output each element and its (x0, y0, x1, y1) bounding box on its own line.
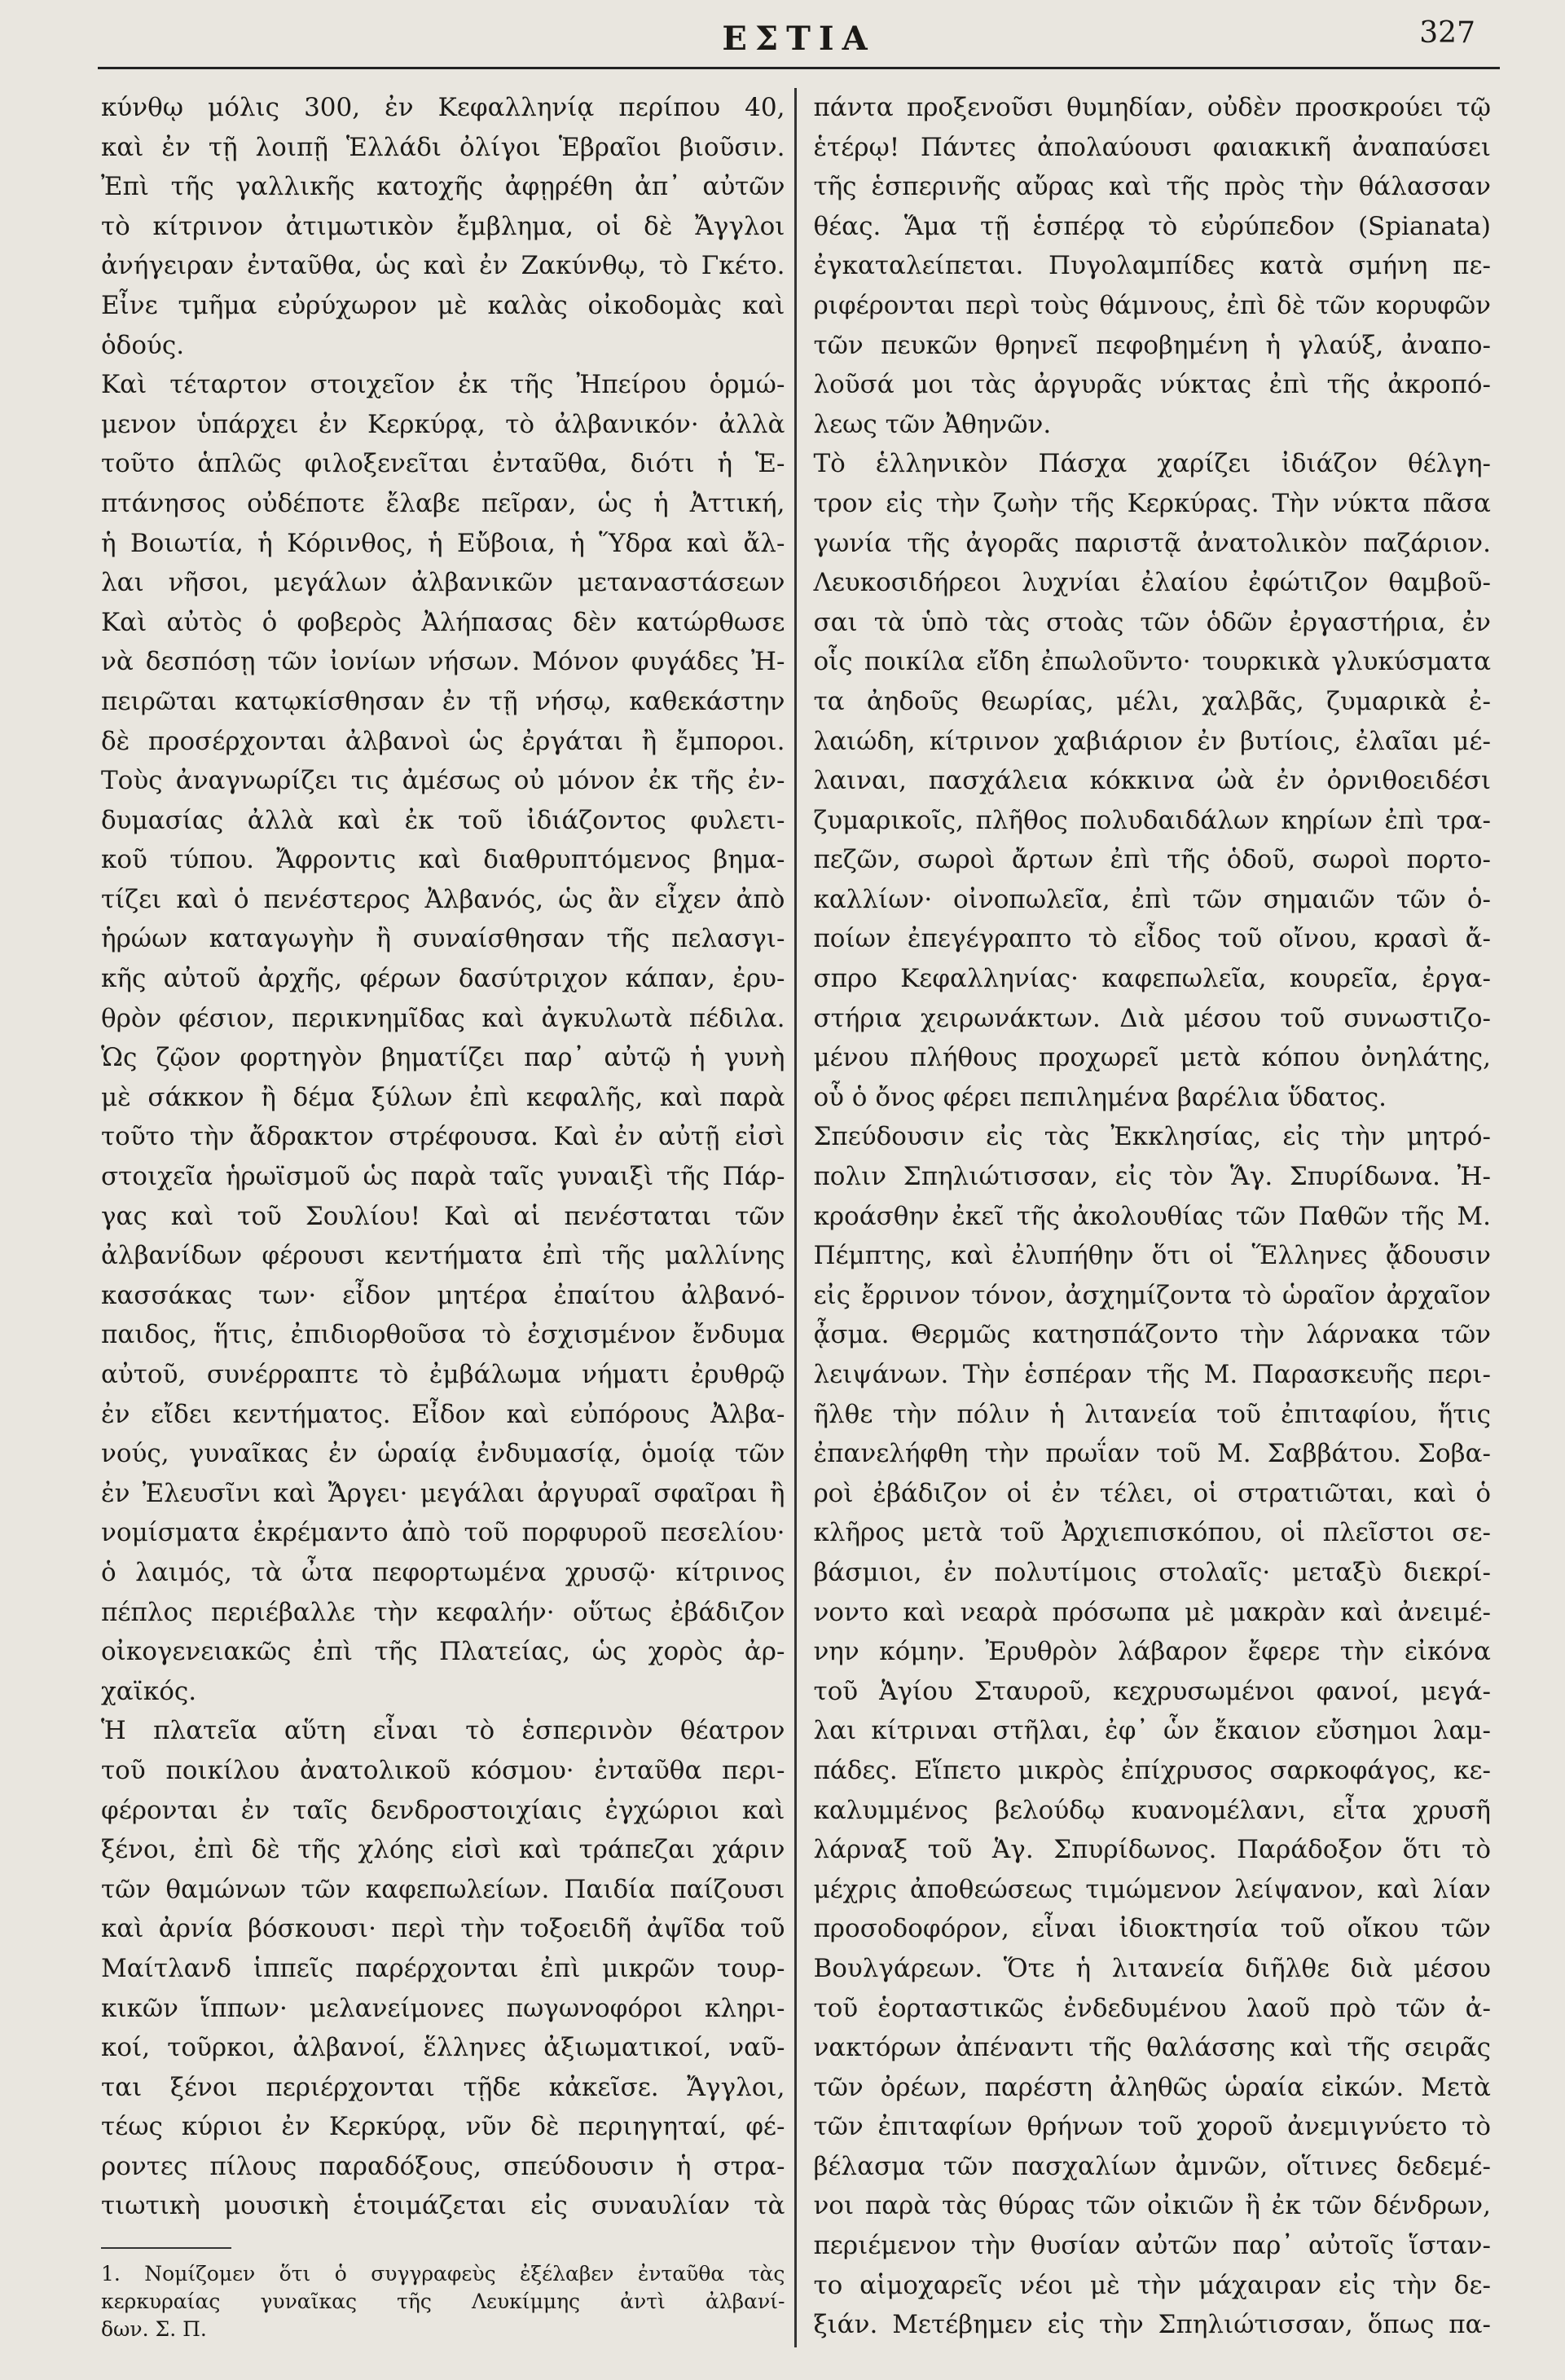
text-line: περιέμενον τὴν θυσίαν αὐτῶν παρ᾽ αὐτοῖς ἵσταν- (813, 2231, 1491, 2261)
text-line: Καὶ τέταρτον στοιχεῖον ἐκ τῆς Ἠπείρου ὁρμώ- (101, 370, 785, 400)
text-line: μὲ σάκκον ἢ δέμα ξύλων ἐπὶ κεφαλῆς, καὶ παρὰ (101, 1082, 785, 1112)
text-line: μένου πλήθους προχωρεῖ μετὰ κόπου ὀνηλάτης, (813, 1043, 1491, 1073)
text-line: καὶ ἀρνία βόσκουσι· περὶ τὴν τοξοειδῆ ἀψῖδα τοῦ (101, 1914, 785, 1944)
text-line: ροντες πίλους παραδόξους, σπεύδουσιν ἡ στρα- (101, 2151, 785, 2181)
text-line: ριφέρονται περὶ τοὺς θάμνους, ἐπὶ δὲ τῶν κορυφῶν (813, 290, 1491, 320)
text-line: κοί, τοῦρκοι, ἀλβανοί, ἕλληνες ἀξιωματικοί, ναῦ- (101, 2033, 785, 2063)
text-line: κύνθῳ μόλις 300, ἐν Κεφαλληνίᾳ περίπου 40, (101, 93, 785, 122)
text-line: Τὸ ἑλληνικὸν Πάσχα χαρίζει ἰδιάζον θέλγη- (813, 449, 1491, 479)
footnote-rule (101, 2247, 231, 2249)
text-line: ξιάν. Μετέβημεν εἰς τὴν Σπηλιώτισσαν, ὅπως πα- (813, 2310, 1491, 2340)
text-line: τὸ κίτρινον ἀτιμωτικὸν ἔμβλημα, οἱ δὲ Ἄγγλοι (101, 211, 785, 241)
text-line: ἐγκαταλείπεται. Πυγολαμπίδες κατὰ σμήνη πε- (813, 251, 1491, 281)
text-line: πέπλος περιέβαλλε τὴν κεφαλήν· οὕτως ἐβάδιζον (101, 1597, 785, 1627)
text-line: τῶν θαμώνων τῶν καφεπωλείων. Παιδία παίζουσι (101, 1874, 785, 1904)
text-line: λεως τῶν Ἀθηνῶν. (813, 409, 1052, 439)
text-line: λαι νῆσοι, μεγάλων ἀλβανικῶν μεταναστάσεων (101, 568, 785, 598)
text-line: τῆς ἑσπερινῆς αὔρας καὶ τῆς πρὸς τὴν θάλασσαν (813, 172, 1491, 202)
right-column (797, 88, 1496, 2347)
text-line: οὗ ὁ ὄνος φέρει πεπιλημένα βαρέλια ὕδατος. (813, 1082, 1387, 1112)
text-line: Πέμπτης, καὶ ἐλυπήθην ὅτι οἱ Ἕλληνες ᾄδουσιν (813, 1241, 1491, 1271)
text-line: νομίσματα ἐκρέμαντο ἀπὸ τοῦ πορφυροῦ πεσελίου· (101, 1518, 785, 1548)
text-line: τέως κύριοι ἐν Κερκύρᾳ, νῦν δὲ περιηγηταί, φέ- (101, 2112, 785, 2142)
text-line: πτάνησος οὐδέποτε ἔλαβε πεῖραν, ὡς ἡ Ἀττική, (101, 488, 785, 518)
text-line: ἐπανελήφθη τὴν πρωΐαν τοῦ Μ. Σαββάτου. Σοβα- (813, 1439, 1491, 1469)
text-line: χαϊκός. (101, 1676, 197, 1706)
running-head (98, 8, 1500, 57)
text-line: οἰκογενειακῶς ἐπὶ τῆς Πλατείας, ὡς χορὸς ἀρ- (101, 1637, 785, 1667)
text-line: ᾆσμα. Θερμῶς κατησπάζοντο τὴν λάρνακα τῶν (813, 1320, 1491, 1350)
text-line: βέλασμα τῶν πασχαλίων ἀμνῶν, οἵτινες δεδεμέ- (813, 2151, 1491, 2181)
text-line: Εἶνε τμῆμα εὐρύχωρον μὲ καλὰς οἰκοδομὰς καὶ (101, 290, 785, 320)
text-line: Μαίτλανδ ἱππεῖς παρέρχονται ἐπὶ μικρῶν τουρ- (101, 1953, 785, 1983)
page-number: 327 (1419, 16, 1475, 50)
text-line: Βουλγάρεων. Ὅτε ἡ λιτανεία διῆλθε διὰ μέσου (813, 1953, 1491, 1983)
text-line: δὲ προσέρχονται ἀλβανοὶ ὡς ἐργάται ἢ ἔμποροι. (101, 726, 785, 756)
text-line: Ἐπὶ τῆς γαλλικῆς κατοχῆς ἀφῃρέθη ἀπ᾽ αὐτῶν (101, 172, 785, 202)
text-line: σαι τὰ ὑπὸ τὰς στοὰς τῶν ὁδῶν ἐργαστήρια, ἐν (813, 607, 1491, 637)
left-column (96, 88, 794, 2347)
text-line: καλλίων· οἰνοπωλεῖα, ἐπὶ τῶν σημαιῶν τῶν ὁ- (813, 884, 1491, 914)
text-line: ξένοι, ἐπὶ δὲ τῆς χλόης εἰσὶ καὶ τράπεζαι χάριν (101, 1835, 785, 1865)
text-line: Λευκοσιδήρεοι λυχνίαι ἐλαίου ἐφώτιζον θαμβοῦ- (813, 568, 1491, 598)
text-line: τῶν πευκῶν θρηνεῖ πεφοβημένη ἡ γλαύξ, ἀναπο- (813, 330, 1491, 360)
header-rule (98, 67, 1500, 69)
text-line: λαιναι, πασχάλεια κόκκινα ὠὰ ἐν ὀρνιθοειδέσι (813, 766, 1491, 796)
text-line: στοιχεῖα ἡρωϊσμοῦ ὡς παρὰ ταῖς γυναιξὶ τῆς Πάρ- (101, 1162, 785, 1192)
text-line: λαι κίτριναι στῆλαι, ἐφ᾽ ὧν ἔκαιον εὔσημοι λαμ- (813, 1716, 1491, 1746)
text-line: μέχρις ἀποθεώσεως τιμώμενον λείψανον, καὶ λίαν (813, 1874, 1491, 1904)
text-line: πεζῶν, σωροὶ ἄρτων ἐπὶ τῆς ὁδοῦ, σωροὶ πορτο- (813, 845, 1491, 875)
text-line: γωνία τῆς ἀγορᾶς παριστᾷ ἀνατολικὸν παζάριον. (813, 528, 1491, 558)
text-line: καὶ ἐν τῇ λοιπῇ Ἑλλάδι ὀλίγοι Ἑβραῖοι βιοῦσιν. (101, 132, 785, 162)
text-line: προσοδοφόρον, εἶναι ἰδιοκτησία τοῦ οἴκου τῶν (813, 1914, 1491, 1944)
footnote (101, 2260, 785, 2343)
text-line: αὐτοῦ, συνέρραπτε τὸ ἐμβάλωμα νήματι ἐρυθρῷ (101, 1360, 785, 1389)
text-line: κῆς αὐτοῦ ἀρχῆς, φέρων δασύτριχον κάπαν, ἐρυ- (101, 964, 785, 994)
text-line: θέας. Ἅμα τῇ ἑσπέρᾳ τὸ εὐρύπεδον (Spianata) (813, 211, 1491, 241)
text-line: τῶν ὀρέων, παρέστη ἀληθῶς ὡραία εἰκών. Μετὰ (813, 2072, 1491, 2102)
text-line: ἡρώων καταγωγὴν ἢ συναίσθησαν τῆς πελασγι- (101, 924, 785, 954)
text-line: ζυμαρικοῖς, πλῆθος πολυδαιδάλων κηρίων ἐπὶ τρα- (813, 805, 1491, 835)
text-line: τοῦ ποικίλου ἀνατολικοῦ κόσμου· ἐνταῦθα περι- (101, 1755, 785, 1785)
footnote-line: 1. Νομίζομεν ὅτι ὁ συγγραφεὺς ἐξέλαβεν ἐνταῦθα τὰς (101, 2262, 785, 2286)
text-line: τῶν ἐπιταφίων θρήνων τοῦ χοροῦ ἀνεμιγνύετο τὸ (813, 2112, 1491, 2142)
text-line: στήρια χειρωνάκτων. Διὰ μέσου τοῦ συνωστιζο- (813, 1003, 1491, 1033)
text-line: νην κόμην. Ἐρυθρὸν λάβαρον ἔφερε τὴν εἰκόνα (813, 1637, 1491, 1667)
text-line: πολιν Σπηλιώτισσαν, εἰς τὸν Ἅγ. Σπυρίδωνα. Ἠ- (813, 1162, 1491, 1192)
text-line: τιωτικὴ μουσικὴ ἑτοιμάζεται εἰς συναυλίαν τὰ (101, 2191, 785, 2221)
text-line: ται ξένοι περιέρχονται τῇδε κἀκεῖσε. Ἄγγλοι, (101, 2072, 785, 2102)
text-line: νακτόρων ἀπέναντι τῆς θαλάσσης καὶ τῆς σειρᾶς (813, 2033, 1491, 2063)
text-line: νοντο καὶ νεαρὰ πρόσωπα μὲ μακρὰν καὶ ἀνειμέ- (813, 1597, 1491, 1627)
text-line: λάρναξ τοῦ Ἁγ. Σπυρίδωνος. Παράδοξον ὅτι τὸ (813, 1835, 1491, 1865)
text-line: τα ἀηδοῦς θεωρίας, μέλι, χαλβᾶς, ζυμαρικὰ ἐ- (813, 686, 1491, 716)
text-line: φέρονται ἐν ταῖς δενδροστοιχίαις ἐγχώριοι καὶ (101, 1795, 785, 1825)
text-line: σπρο Κεφαλληνίας· καφεπωλεῖα, κουρεῖα, ἐργα- (813, 964, 1491, 994)
journal-title: ΕΣΤΙΑ (722, 20, 876, 58)
text-line: ἀλβανίδων φέρουσι κεντήματα ἐπὶ τῆς μαλλίνης (101, 1241, 785, 1271)
text-line: Καὶ αὐτὸς ὁ φοβερὸς Ἀλήπασας δὲν κατώρθωσε (101, 607, 785, 637)
text-line: ῆλθε τὴν πόλιν ἡ λιτανεία τοῦ ἐπιταφίου, ἥτις (813, 1399, 1491, 1429)
two-column-body (96, 88, 1496, 2347)
text-line: ἑτέρῳ! Πάντες ἀπολαύουσι φαιακικῆ ἀναπαύσει (813, 132, 1491, 162)
text-line: Τοὺς ἀναγνωρίζει τις ἀμέσως οὐ μόνον ἐκ τῆς ἐν- (101, 766, 785, 796)
text-line: πάντα προξενοῦσι θυμηδίαν, οὐδὲν προσκρούει τῷ (813, 93, 1491, 122)
text-line: οἷς ποικίλα εἴδη ἐπωλοῦντο· τουρκικὰ γλυκύσματα (813, 647, 1491, 677)
text-line: κοῦ τύπου. Ἄφροντις καὶ διαθρυπτόμενος βημα- (101, 845, 785, 875)
text-line: κασσάκας των· εἶδον μητέρα ἐπαίτου ἀλβανό- (101, 1280, 785, 1310)
text-line: ἐν εἴδει κεντήματος. Εἶδον καὶ εὐπόρους Ἀλβα- (101, 1399, 785, 1429)
text-line: Ὡς ζῷον φορτηγὸν βηματίζει παρ᾽ αὐτῷ ἡ γυνὴ (101, 1043, 785, 1073)
text-line: τοῦ Ἁγίου Σταυροῦ, κεχρυσωμένοι φανοί, μεγά- (813, 1676, 1491, 1706)
text-line: νοι παρὰ τὰς θύρας τῶν οἰκιῶν ἢ ἐκ τῶν δένδρων, (813, 2191, 1491, 2221)
text-line: ποίων ἐπεγέγραπτο τὸ εἶδος τοῦ οἴνου, κρασὶ ἄ- (813, 924, 1491, 954)
text-line: πάδες. Εἵπετο μικρὸς ἐπίχρυσος σαρκοφάγος, κε- (813, 1755, 1491, 1785)
text-line: το αἱμοχαρεῖς νέοι μὲ τὴν μάχαιραν εἰς τὴν δε- (813, 2270, 1491, 2300)
text-line: ὁδούς. (101, 330, 185, 360)
text-line: τοῦ ἑορταστικῶς ἐνδεδυμένου λαοῦ πρὸ τῶν ἀ- (813, 1993, 1491, 2023)
text-line: λαιώδη, κίτρινον χαβιάριον ἐν βυτίοις, ἐλαῖαι μέ- (813, 726, 1491, 756)
text-line: τίζει καὶ ὁ πενέστερος Ἀλβανός, ὡς ἂν εἶχεν ἀπὸ (101, 884, 785, 914)
text-line: ροὶ ἐβάδιζον οἱ ἐν τέλει, οἱ στρατιῶται, καὶ ὁ (813, 1478, 1491, 1508)
text-line: τρον εἰς τὴν ζωὴν τῆς Κερκύρας. Τὴν νύκτα πᾶσα (813, 488, 1491, 518)
text-line: παιδος, ἥτις, ἐπιδιορθοῦσα τὸ ἐσχισμένον ἔνδυμα (101, 1320, 785, 1350)
text-line: γας καὶ τοῦ Σουλίου! Καὶ αἱ πενέσταται τῶν (101, 1201, 785, 1231)
text-line: Ἡ πλατεῖα αὕτη εἶναι τὸ ἑσπερινὸν θέατρον (101, 1716, 785, 1746)
text-line: μενον ὑπάρχει ἐν Κερκύρᾳ, τὸ ἀλβανικόν· ἀλλὰ (101, 409, 785, 439)
text-line: τοῦτο ἁπλῶς φιλοξενεῖται ἐνταῦθα, διότι ἡ Ἑ- (101, 449, 785, 479)
text-line: εἰς ἔρρινον τόνον, ἀσχημίζοντα τὸ ὡραῖον ἀρχαῖον (813, 1280, 1491, 1310)
text-line: λοῦσά μοι τὰς ἀργυρᾶς νύκτας ἐπὶ τῆς ἀκροπό- (813, 370, 1491, 400)
text-line: ἀνήγειραν ἐνταῦθα, ὡς καὶ ἐν Ζακύνθῳ, τὸ Γκέτο. (101, 251, 785, 281)
footnote-line: δων. Σ. Π. (101, 2317, 207, 2342)
text-line: δυμασίας ἀλλὰ καὶ ἐκ τοῦ ἰδιάζοντος φυλετι- (101, 805, 785, 835)
text-line: λειψάνων. Τὴν ἑσπέραν τῆς Μ. Παρασκευῆς περι- (813, 1360, 1491, 1389)
text-line: ὁ λαιμός, τὰ ὦτα πεφορτωμένα χρυσῷ· κίτρινος (101, 1557, 785, 1587)
text-line: κλῆρος μετὰ τοῦ Ἀρχιεπισκόπου, οἱ πλεῖστοι σε- (813, 1518, 1491, 1548)
text-line: νούς, γυναῖκας ἐν ὡραίᾳ ἐνδυμασίᾳ, ὁμοίᾳ τῶν (101, 1439, 785, 1469)
text-line: τοῦτο τὴν ἄδρακτον στρέφουσα. Καὶ ἐν αὐτῇ εἰσὶ (101, 1122, 785, 1152)
footnote-line: κερκυραίας γυναῖκας τῆς Λευκίμμης ἀντὶ ἀλβανί- (101, 2290, 785, 2314)
text-line: καλυμμένος βελούδῳ κυανομέλανι, εἶτα χρυσῆ (813, 1795, 1491, 1825)
text-line: πειρῶται κατῳκίσθησαν ἐν τῇ νήσῳ, καθεκάστην (101, 686, 785, 716)
text-line: βάσμιοι, ἐν πολυτίμοις στολαῖς· μεταξὺ διεκρί- (813, 1557, 1491, 1587)
text-line: ἐν Ἐλευσῖνι καὶ Ἄργει· μεγάλαι ἀργυραῖ σφαῖραι ἢ (101, 1478, 785, 1508)
text-line: κικῶν ἵππων· μελανείμονες πωγωνοφόροι κληρι- (101, 1993, 785, 2023)
text-line: Σπεύδουσιν εἰς τὰς Ἐκκλησίας, εἰς τὴν μητρό- (813, 1122, 1491, 1152)
text-line: ἡ Βοιωτία, ἡ Κόρινθος, ἡ Εὔβοια, ἡ Ὕδρα καὶ ἄλ- (101, 528, 785, 558)
text-line: θρὸν φέσιον, περικνημῖδας καὶ ἀγκυλωτὰ πέδιλα. (101, 1003, 785, 1033)
text-line: κροάσθην ἐκεῖ τῆς ἀκολουθίας τῶν Παθῶν τῆς Μ. (813, 1201, 1491, 1231)
text-line: νὰ δεσπόσῃ τῶν ἰονίων νήσων. Μόνον φυγάδες Ἠ- (101, 647, 785, 677)
